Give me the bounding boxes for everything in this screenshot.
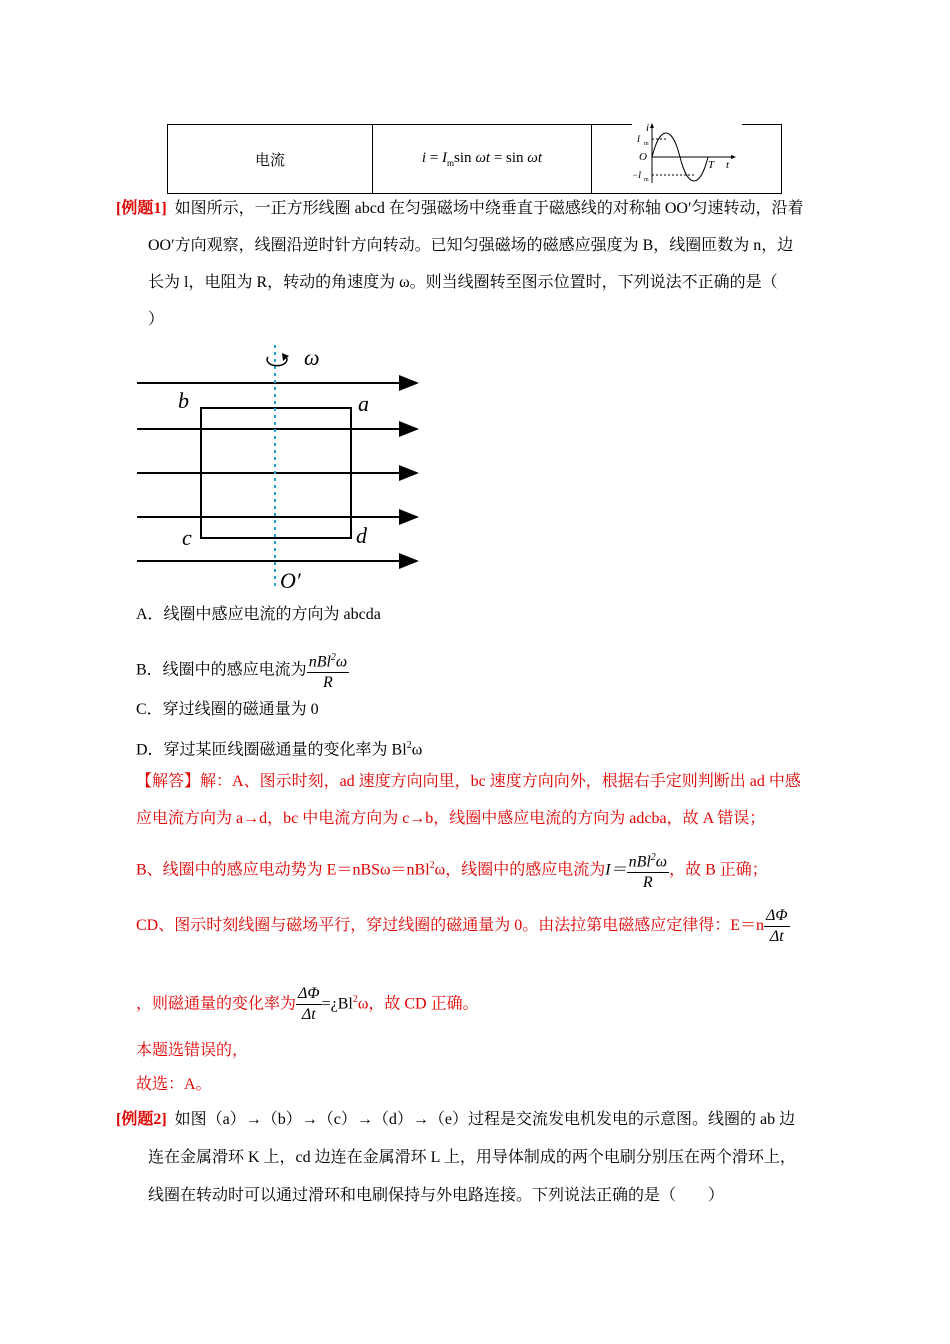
example1-line4: ） (148, 311, 165, 328)
answer-line3: B、线圈中的感应电动势为 E＝nBSω＝nBl$^2$ω，线圈中的感应电流为I＝ $\frac{nBl^2\omega}{R}$ ，故 B 正确； (136, 844, 768, 893)
figure-label-b: b (178, 388, 189, 413)
graph-label-Im-sub: m (643, 141, 649, 147)
formula-eq1: = (426, 150, 443, 166)
formula-i: i (421, 150, 427, 166)
graph-label-t: t (725, 159, 730, 171)
answer-line4: CD、图示时刻线圈与磁场平行，穿过线圈的磁通量为 0。由法拉第电磁感应定律得：E＝n $\frac{\Delta\Phi}{\Delta t}$ (136, 906, 788, 945)
example1-line2: OO′方向观察，线圈沿逆时针方向转动。已知匀强磁场的磁感应强度为 B，线圈匝数为 n，边 (148, 237, 794, 254)
example1-tag: [例题1] (116, 200, 167, 217)
answer-current-fraction: $\frac{nBl^2\omega}{R}$ (627, 848, 670, 893)
sine-wave-graph (632, 121, 742, 189)
answer-head: 【解答】 (136, 773, 201, 790)
option-a: A．线圈中感应电流的方向为 abcda (136, 606, 381, 623)
graph-label-i: i (645, 122, 650, 134)
answer-line5: ，则磁通量的变化率为 $\frac{\Delta\Phi}{\Delta t}$ $=¿Bl^2\omega$，故 CD 正确。 (136, 985, 479, 1024)
answer-line6: 本题选错误的， (136, 1042, 249, 1059)
figure-label-O-prime: O′ (280, 568, 301, 593)
option-d: D．穿过某匝线圈磁通量的变化率为 Bl$^2$ω (136, 740, 423, 759)
example1-text1: 如图所示，一正方形线圈 abcd 在匀强磁场中绕垂直于磁感线的对称轴 OO′匀速转动，沿着 (174, 200, 804, 217)
flux-rate-fraction: $\frac{\Delta\Phi}{\Delta t}$ (298, 985, 320, 1024)
example1-line3: 长为 l，电阻为 R，转动的角速度为 ω。则当线圈转至图示位置时，下列说法不正确的是（ (148, 274, 778, 291)
graph-label-negIm-sub: m (643, 177, 649, 183)
figure-label-omega: ω (304, 345, 320, 370)
graph-label-negIm: −I (631, 170, 642, 180)
option-b-text: B．线圈中的感应电流为 (136, 661, 307, 679)
answer-line1: 【解答】解：A、图示时刻，ad 速度方向向里，bc 速度方向向外，根据右手定则判断出 ad 中感 (136, 773, 801, 790)
table-cell-label (168, 125, 373, 194)
current-formula-table (167, 124, 782, 194)
graph-label-Im: I (636, 134, 640, 144)
example2-line1: [例题2] 如图（a）→（b）→（c）→（d）→（e）过程是交流发电机发电的示意图。线圈的 ab 边 (116, 1111, 796, 1128)
answer-line7: 故选：A。 (136, 1076, 212, 1093)
faraday-fraction: $\frac{\Delta\Phi}{\Delta t}$ (766, 906, 788, 945)
cell-current-label: 电流 (254, 152, 285, 169)
formula-sin2: = sin (490, 150, 528, 166)
formula-sin1: sin (454, 150, 476, 166)
example2-line2: 连在金属滑环 K 上，cd 边连在金属滑环 L 上，用导体制成的两个电刷分别压在两个滑环上， (148, 1149, 796, 1166)
graph-label-O: O (638, 151, 647, 163)
graph-label-T: T (707, 159, 715, 171)
example2-tag: [例题2] (116, 1111, 167, 1128)
example2-line3: 线圈在转动时可以通过滑环和电刷保持与外电路连接。下列说法正确的是（ ） (148, 1187, 725, 1204)
answer-line2: 应电流方向为 a→d，bc 中电流方向为 c→b，线圈中感应电流的方向为 adcba，故 A 错误； (136, 810, 766, 827)
table-cell-graph (591, 122, 781, 194)
option-b (136, 648, 349, 693)
formula-wt2: ωt (527, 150, 543, 166)
formula-Im-sub: m (447, 158, 455, 168)
example1-line1 (116, 198, 804, 220)
figure-label-d: d (356, 523, 367, 548)
table-cell-formula (372, 125, 591, 194)
coil-in-magnetic-field-figure (130, 345, 430, 595)
formula-Im: I (442, 150, 448, 166)
formula-wt1: ωt (475, 150, 491, 166)
option-b-fraction: $\frac{nBl^2\omega}{R}$ (307, 648, 350, 693)
figure-label-c: c (182, 525, 192, 550)
option-c: C．穿过线圈的磁通量为 0 (136, 701, 319, 718)
figure-label-a: a (358, 391, 369, 416)
